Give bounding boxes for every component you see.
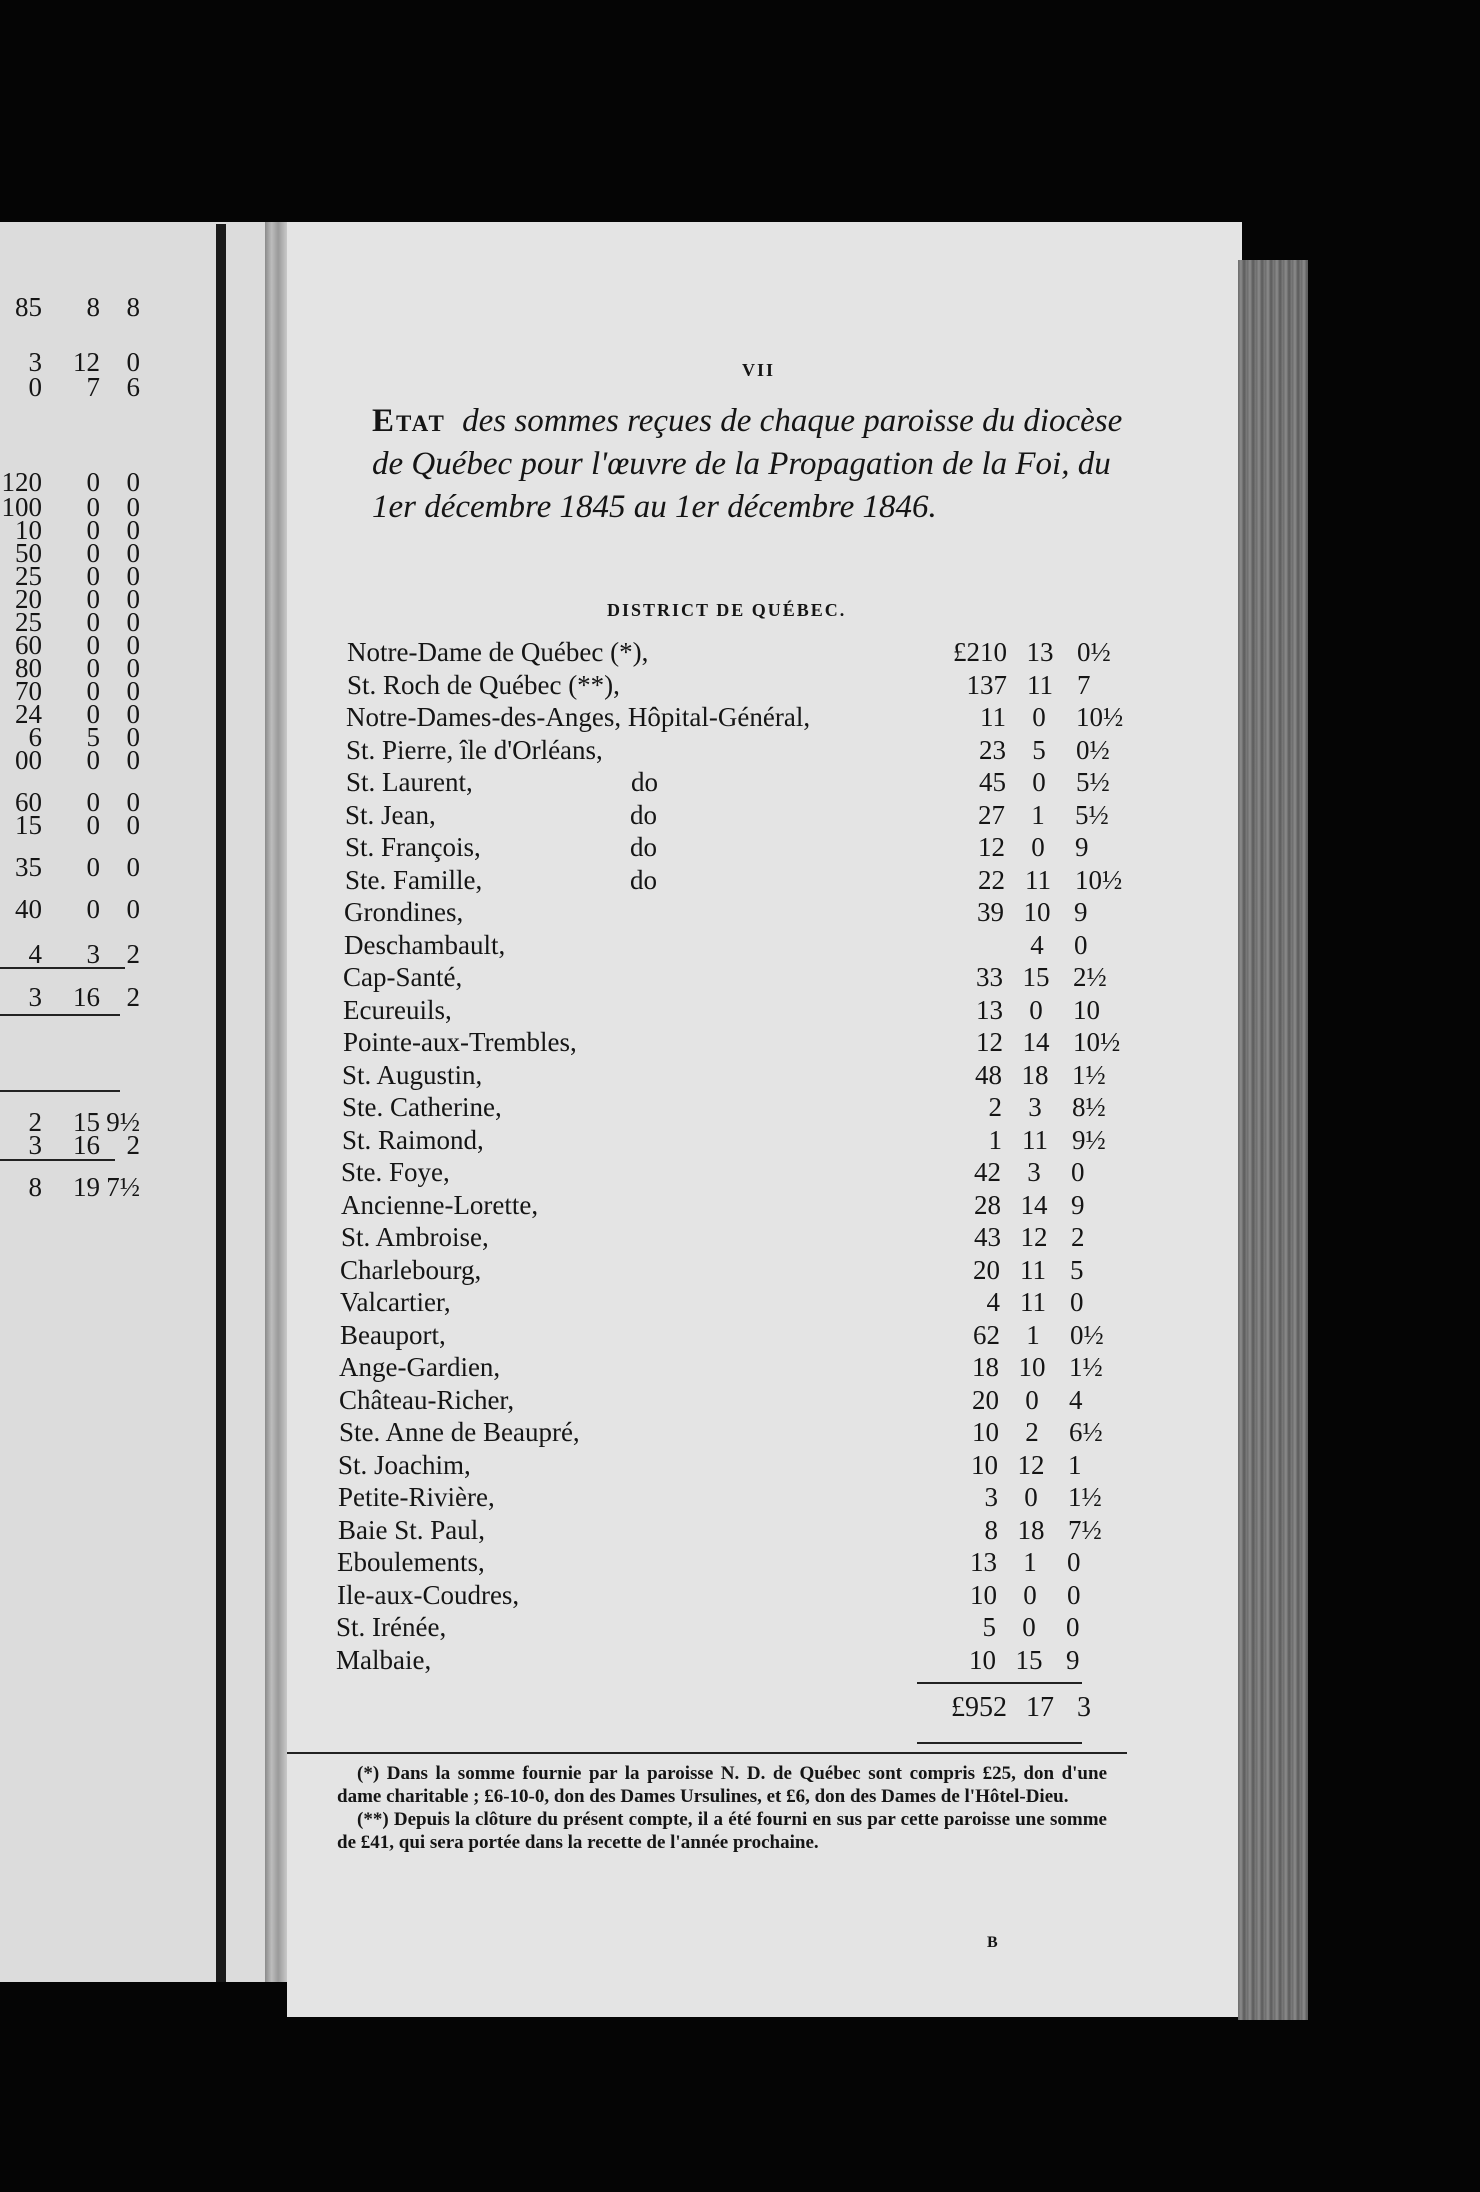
left-pence: 0	[126, 584, 140, 614]
left-shillings: 0	[86, 492, 100, 522]
left-shillings: 7	[86, 372, 100, 402]
amount-pence: 0	[1067, 1547, 1081, 1577]
amount-pounds: 12	[976, 1027, 1003, 1057]
left-pounds: 10	[15, 515, 42, 545]
parish-name: Ste. Catherine,	[342, 1092, 502, 1122]
footnote-2: (**) Depuis la clôture du présent compte, il a été fourni en sus par cette paroisse une somme de £41, qui sera portée dans la recette de l'année prochaine.	[337, 1809, 1107, 1853]
table-row	[287, 735, 1241, 767]
district-heading: DISTRICT DE QUÉBEC.	[607, 600, 847, 620]
left-pence: 0	[126, 745, 140, 775]
amount-pence: 0	[1074, 929, 1088, 960]
left-shillings: 0	[86, 810, 100, 840]
table-row	[287, 1450, 1233, 1482]
amount-pence: 7	[1077, 669, 1091, 700]
parish-name: St. Pierre, île d'Orléans,	[346, 734, 603, 765]
table-row	[287, 962, 1238, 994]
left-sum-rule	[0, 967, 125, 969]
parish-name: Ile-aux-Coudres,	[337, 1579, 520, 1610]
parish-name: Petite-Rivière,	[338, 1482, 495, 1512]
amount-pence: 0½	[1077, 637, 1111, 667]
parish-name: St. Laurent,	[346, 767, 473, 797]
amount-pounds: 13	[970, 1547, 997, 1577]
left-pence: 0	[126, 538, 140, 568]
amount-pence: 0½	[1070, 1319, 1104, 1350]
parish-name: St. François,	[345, 832, 481, 862]
left-pence: 6	[126, 372, 140, 402]
amount-pounds: 42	[974, 1157, 1001, 1187]
left-shillings: 15	[73, 1107, 100, 1137]
amount-pence: 0	[1067, 1579, 1081, 1610]
left-shillings: 3	[86, 939, 100, 969]
amount-pence: 10½	[1076, 702, 1124, 732]
amount-pence: 6½	[1069, 1417, 1103, 1447]
amount-shillings: 4	[1030, 929, 1044, 960]
amount-pounds: 20	[973, 1254, 1000, 1285]
table-row	[287, 995, 1238, 1027]
amount-shillings: 11	[1020, 1254, 1046, 1285]
table-row	[287, 702, 1241, 734]
title-lead-word: Etat	[372, 403, 446, 439]
left-shillings: 0	[86, 699, 100, 729]
left-pounds: 35	[15, 852, 42, 882]
amount-pence: 5	[1070, 1254, 1084, 1285]
table-row	[287, 637, 1242, 669]
left-shillings: 0	[86, 676, 100, 706]
table-row	[287, 1612, 1231, 1644]
amount-pence: 9	[1066, 1644, 1080, 1675]
page-number: VII	[742, 360, 776, 380]
left-pence: 0	[126, 561, 140, 591]
parish-name: Château-Richer,	[339, 1384, 515, 1415]
left-shillings: 0	[86, 787, 100, 817]
left-pence: 0	[126, 630, 140, 660]
amount-pence: 0	[1071, 1157, 1085, 1187]
left-pounds: 8	[28, 1172, 42, 1202]
amount-pounds: 1	[988, 1124, 1002, 1155]
amount-shillings: 5	[1032, 734, 1046, 765]
parish-name: St. Augustin,	[342, 1059, 483, 1090]
ditto-mark: do	[630, 864, 657, 895]
amount-shillings: 1	[1031, 799, 1045, 830]
amount-pounds: 12	[978, 832, 1005, 862]
table-row	[287, 1645, 1231, 1677]
amount-pounds: 10	[970, 1579, 997, 1610]
amount-pounds: 28	[974, 1189, 1001, 1220]
amount-pence: 5½	[1076, 767, 1110, 797]
left-shillings: 0	[86, 894, 100, 924]
left-sum-rule	[0, 1159, 115, 1161]
amount-pounds: 11	[980, 702, 1006, 732]
amount-pounds: 2	[988, 1092, 1002, 1122]
amount-pounds: 27	[978, 799, 1005, 830]
total-rule-bottom	[917, 1742, 1082, 1744]
amount-shillings: 11	[1027, 669, 1053, 700]
left-pence: 7½	[106, 1172, 140, 1202]
amount-shillings: 12	[1020, 1222, 1048, 1252]
table-row	[287, 670, 1242, 702]
parish-name: Deschambault,	[344, 929, 506, 960]
amount-pounds: 4	[986, 1287, 1000, 1317]
amount-pence: 2½	[1073, 962, 1107, 992]
right-page	[287, 222, 1242, 2017]
left-pounds: 70	[15, 676, 42, 706]
amount-shillings: 18	[1017, 1514, 1045, 1545]
amount-pounds: 43	[974, 1222, 1001, 1252]
left-pence: 0	[126, 515, 140, 545]
parish-name: Ecureuils,	[343, 994, 452, 1025]
amount-shillings: 11	[1022, 1124, 1048, 1155]
table-row	[287, 800, 1240, 832]
amount-shillings: 0	[1023, 1579, 1037, 1610]
left-pence: 0	[126, 607, 140, 637]
table-row	[287, 1385, 1234, 1417]
parish-name: Ancienne-Lorette,	[341, 1189, 539, 1220]
amount-pounds: 22	[978, 864, 1005, 895]
left-pounds: 24	[15, 699, 42, 729]
left-pence: 0	[126, 894, 140, 924]
amount-pounds: £210	[953, 637, 1007, 667]
amount-shillings: 15	[1022, 962, 1050, 992]
parish-name: Notre-Dame de Québec (*),	[347, 637, 649, 667]
table-row	[287, 897, 1239, 929]
left-pence: 9½	[106, 1107, 140, 1137]
amount-pounds: 8	[984, 1514, 998, 1545]
amount-shillings: 18	[1021, 1059, 1049, 1090]
parish-name: St. Raimond,	[342, 1124, 484, 1155]
left-shillings: 0	[86, 852, 100, 882]
amount-pounds: 10	[971, 1449, 998, 1480]
table-row	[287, 1580, 1232, 1612]
table-row	[287, 1157, 1236, 1189]
footnotes	[337, 1762, 1107, 1854]
amount-pence: 1½	[1069, 1352, 1103, 1382]
amount-pence: 9	[1075, 832, 1089, 862]
left-pounds: 4	[28, 939, 42, 969]
amount-pounds: 13	[976, 994, 1003, 1025]
table-row	[287, 1060, 1237, 1092]
amount-shillings: 2	[1025, 1417, 1039, 1447]
left-pounds: 50	[15, 538, 42, 568]
parish-name: Notre-Dames-des-Anges, Hôpital-Général,	[346, 702, 811, 732]
left-shillings: 8	[86, 292, 100, 322]
amount-shillings: 14	[1022, 1027, 1050, 1057]
book-gutter	[265, 222, 287, 1982]
left-shillings: 0	[86, 630, 100, 660]
table-row	[287, 865, 1240, 897]
amount-pence: 9	[1071, 1189, 1085, 1220]
left-pounds: 60	[15, 630, 42, 660]
amount-pence: 1½	[1072, 1059, 1106, 1090]
table-row	[287, 1482, 1233, 1514]
amount-pounds: 33	[976, 962, 1003, 992]
amount-pence: 9½	[1072, 1124, 1106, 1155]
amount-shillings: 3	[1028, 1092, 1042, 1122]
table-row	[287, 1190, 1236, 1222]
left-pence: 2	[126, 939, 140, 969]
amount-pence: 1½	[1068, 1482, 1102, 1512]
total-rule-top	[917, 1682, 1082, 1684]
amount-shillings: 1	[1023, 1547, 1037, 1577]
amount-shillings: 10	[1018, 1352, 1046, 1382]
left-pounds: 85	[15, 292, 42, 322]
amount-shillings: 0	[1025, 1384, 1039, 1415]
amount-pence: 10½	[1073, 1027, 1121, 1057]
table-row	[287, 1287, 1235, 1319]
amount-pence: 7½	[1068, 1514, 1102, 1545]
parish-name: Malbaie,	[336, 1644, 432, 1675]
amount-shillings: 11	[1025, 864, 1051, 895]
table-row	[287, 1222, 1236, 1254]
ditto-mark: do	[630, 832, 657, 862]
table-row	[287, 1352, 1234, 1384]
left-pence: 0	[126, 653, 140, 683]
table-row	[287, 1092, 1237, 1124]
left-pounds: 6	[28, 722, 42, 752]
left-pence: 0	[126, 722, 140, 752]
parish-name: St. Roch de Québec (**),	[347, 669, 620, 700]
parish-name: Ste. Famille,	[345, 864, 483, 895]
left-shillings: 0	[86, 515, 100, 545]
amount-shillings: 12	[1017, 1449, 1045, 1480]
left-pounds: 0	[28, 372, 42, 402]
amount-pounds: 62	[973, 1319, 1000, 1350]
left-shillings: 0	[86, 561, 100, 591]
footnote-1: (*) Dans la somme fournie par la paroisse N. D. de Québec sont compris £25, don d'une dame charitable ; £6-10-0, don des Dames Ursulines, et £6, don des Dames de l'Hôtel-Dieu.	[337, 1763, 1107, 1807]
amount-pounds: 20	[972, 1384, 999, 1415]
left-pence: 0	[126, 852, 140, 882]
left-sum-rule	[0, 1090, 120, 1092]
total-pence: 3	[1077, 1692, 1091, 1723]
amount-shillings: 11	[1020, 1287, 1046, 1317]
parish-name: Beauport,	[340, 1319, 446, 1350]
amount-shillings: 0	[1022, 1612, 1036, 1642]
left-pounds: 25	[15, 561, 42, 591]
amount-shillings: 0	[1024, 1482, 1038, 1512]
parish-name: Ste. Anne de Beaupré,	[339, 1417, 580, 1447]
left-shillings: 0	[86, 584, 100, 614]
amount-shillings: 0	[1032, 702, 1046, 732]
total-row	[287, 1692, 1242, 1728]
parish-name: St. Irénée,	[336, 1612, 447, 1642]
left-shillings: 12	[73, 347, 100, 377]
parish-name: Cap-Santé,	[343, 962, 463, 992]
amount-pounds: 10	[969, 1644, 996, 1675]
amount-pounds: 23	[979, 734, 1006, 765]
table-row	[287, 1125, 1237, 1157]
left-pence: 0	[126, 347, 140, 377]
amount-pence: 0	[1070, 1287, 1084, 1317]
left-pence: 0	[126, 467, 140, 497]
amount-pounds: 3	[984, 1482, 998, 1512]
left-pounds: 2	[28, 1107, 42, 1137]
left-pounds: 00	[15, 745, 42, 775]
table-row	[287, 1255, 1235, 1287]
amount-pounds: 18	[972, 1352, 999, 1382]
left-pence: 0	[126, 676, 140, 706]
left-pounds: 25	[15, 607, 42, 637]
parish-name: Baie St. Paul,	[338, 1514, 485, 1545]
amount-shillings: 15	[1015, 1644, 1043, 1675]
amount-pounds: 48	[975, 1059, 1002, 1090]
title-text: des sommes reçues de chaque paroisse du diocèse de Québec pour l'œuvre de la Propagation de la Foi, du 1er décembre 1845 au 1er décembre 1846.	[372, 403, 1123, 525]
amount-shillings: 13	[1026, 637, 1054, 667]
left-pence: 0	[126, 492, 140, 522]
table-row	[287, 930, 1239, 962]
amount-shillings: 3	[1027, 1157, 1041, 1187]
left-shillings: 16	[73, 982, 100, 1012]
left-pounds: 60	[15, 787, 42, 817]
left-shillings: 0	[86, 653, 100, 683]
signature-mark: B	[987, 1934, 998, 1951]
left-pounds: 15	[15, 810, 42, 840]
parish-name: Grondines,	[344, 897, 464, 927]
table-row	[287, 1547, 1232, 1579]
parish-name: St. Jean,	[345, 799, 436, 830]
amount-pence: 5½	[1075, 799, 1109, 830]
amount-pence: 0½	[1076, 734, 1110, 765]
left-pence: 8	[126, 292, 140, 322]
left-pounds: 20	[15, 584, 42, 614]
table-row	[287, 1417, 1234, 1449]
amount-pence: 0	[1066, 1612, 1080, 1642]
parish-name: Eboulements,	[337, 1547, 485, 1577]
parish-name: Charlebourg,	[340, 1254, 482, 1285]
book-page-edges	[1238, 260, 1308, 2020]
amount-pence: 10½	[1075, 864, 1123, 895]
amount-pounds: 45	[979, 767, 1006, 797]
amount-pounds: 5	[982, 1612, 996, 1642]
left-pounds: 80	[15, 653, 42, 683]
amount-pence: 4	[1069, 1384, 1083, 1415]
left-pence: 0	[126, 810, 140, 840]
amount-shillings: 1	[1026, 1319, 1040, 1350]
table-row	[287, 832, 1240, 864]
parish-name: Ange-Gardien,	[339, 1352, 501, 1382]
ditto-mark: do	[630, 799, 657, 830]
left-shillings: 0	[86, 745, 100, 775]
parish-name: St. Ambroise,	[341, 1222, 489, 1252]
left-pounds: 120	[1, 467, 42, 497]
amount-pounds: 39	[977, 897, 1004, 927]
table-row	[287, 1027, 1238, 1059]
left-pence: 0	[126, 699, 140, 729]
parish-name: Pointe-aux-Trembles,	[343, 1027, 577, 1057]
amount-shillings: 0	[1031, 832, 1045, 862]
amount-pence: 2	[1071, 1222, 1085, 1252]
left-shillings: 0	[86, 467, 100, 497]
parish-name: Ste. Foye,	[341, 1157, 450, 1187]
left-pounds: 40	[15, 894, 42, 924]
parish-name: St. Joachim,	[338, 1449, 471, 1480]
total-pounds: £952	[951, 1692, 1007, 1723]
left-shillings: 5	[86, 722, 100, 752]
left-shillings: 0	[86, 538, 100, 568]
table-row	[287, 1320, 1235, 1352]
left-pence: 2	[126, 1130, 140, 1160]
footnote-rule	[287, 1752, 1127, 1754]
left-pounds: 3	[28, 982, 42, 1012]
table-row	[287, 767, 1241, 799]
amount-shillings: 14	[1020, 1189, 1048, 1220]
left-pounds: 100	[1, 492, 42, 522]
amount-pence: 8½	[1072, 1092, 1106, 1122]
left-pence: 2	[126, 982, 140, 1012]
total-shillings: 17	[1026, 1692, 1054, 1723]
amount-shillings: 0	[1029, 994, 1043, 1025]
left-sum-rule	[0, 1014, 120, 1016]
left-pence: 0	[126, 787, 140, 817]
table-row	[287, 1515, 1233, 1547]
gutter-shadow	[216, 224, 226, 1982]
left-shillings: 0	[86, 607, 100, 637]
amount-pence: 9	[1074, 897, 1088, 927]
left-pounds: 3	[28, 347, 42, 377]
left-pounds: 3	[28, 1130, 42, 1160]
parish-name: Valcartier,	[340, 1287, 451, 1317]
amount-pence: 1	[1068, 1449, 1082, 1480]
parish-entries-table	[287, 222, 1242, 1722]
amount-shillings: 0	[1032, 767, 1046, 797]
left-shillings: 19	[73, 1172, 100, 1202]
amount-pounds: 10	[972, 1417, 999, 1447]
left-shillings: 16	[73, 1130, 100, 1160]
amount-pence: 10	[1073, 994, 1100, 1025]
amount-shillings: 10	[1023, 897, 1051, 927]
ditto-mark: do	[631, 767, 658, 797]
amount-pounds: 137	[966, 669, 1007, 700]
